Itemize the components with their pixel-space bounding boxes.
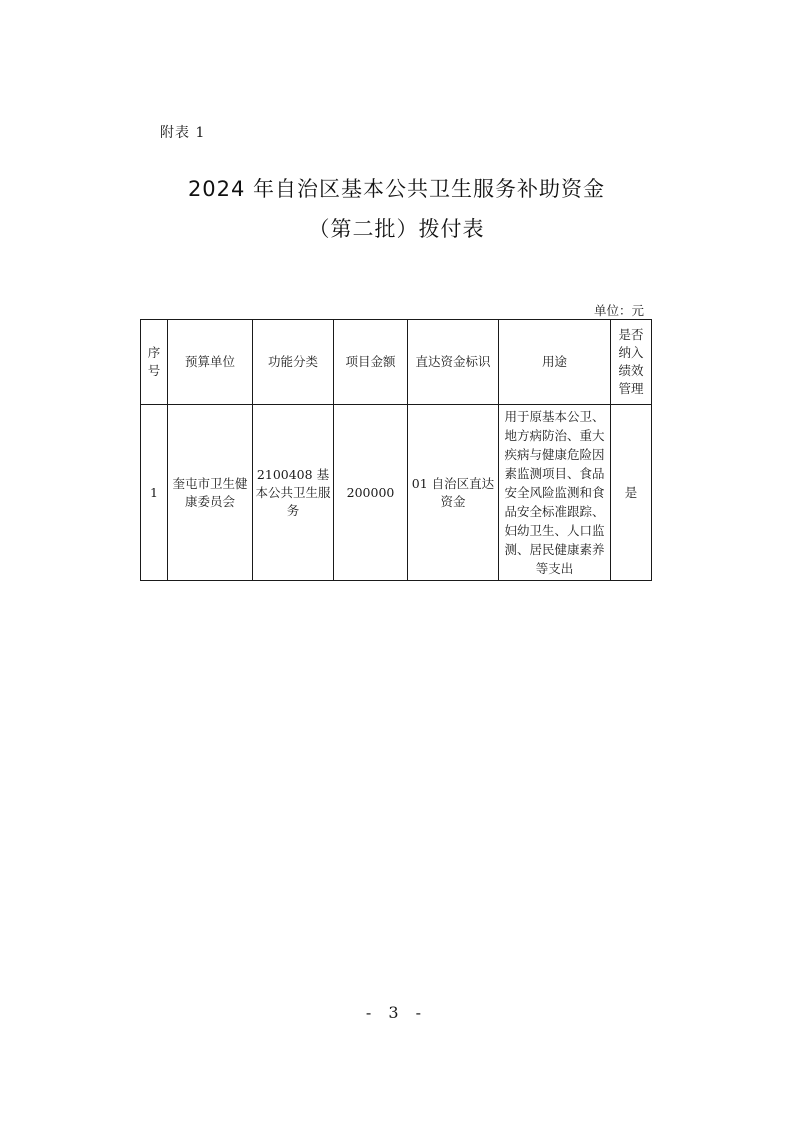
cell-purpose: 用于原基本公卫、地方病防治、重大疾病与健康危险因素监测项目、食品安全风险监测和食品安全标准跟踪、妇幼卫生、人口监测、居民健康素养等支出 xyxy=(499,405,611,581)
header-seq: 序号 xyxy=(141,320,168,405)
cell-seq: 1 xyxy=(141,405,168,581)
cell-direct-fund-id: 01 自治区直达资金 xyxy=(408,405,499,581)
page-title-line-2: （第二批）拨付表 xyxy=(308,217,485,241)
attachment-label: 附表 1 xyxy=(160,125,206,141)
header-project-amount: 项目金额 xyxy=(334,320,408,405)
page-title-line-1: 2024 年自治区基本公共卫生服务补助资金 xyxy=(187,177,606,201)
table-row xyxy=(141,405,652,581)
header-function-class: 功能分类 xyxy=(253,320,334,405)
allocation-table xyxy=(140,319,652,581)
unit-label: 单位：元 xyxy=(594,303,645,318)
cell-project-amount: 200000 xyxy=(334,405,408,581)
cell-performance-mgmt: 是 xyxy=(611,405,652,581)
header-budget-unit: 预算单位 xyxy=(168,320,253,405)
page-number: - 3 - xyxy=(365,1003,428,1022)
cell-budget-unit: 奎屯市卫生健康委员会 xyxy=(168,405,253,581)
header-purpose: 用途 xyxy=(499,320,611,405)
cell-function-class: 2100408 基本公共卫生服务 xyxy=(253,405,334,581)
header-performance-mgmt: 是否纳入绩效管理 xyxy=(611,320,652,405)
table-header-row xyxy=(141,320,652,405)
header-direct-fund-id: 直达资金标识 xyxy=(408,320,499,405)
